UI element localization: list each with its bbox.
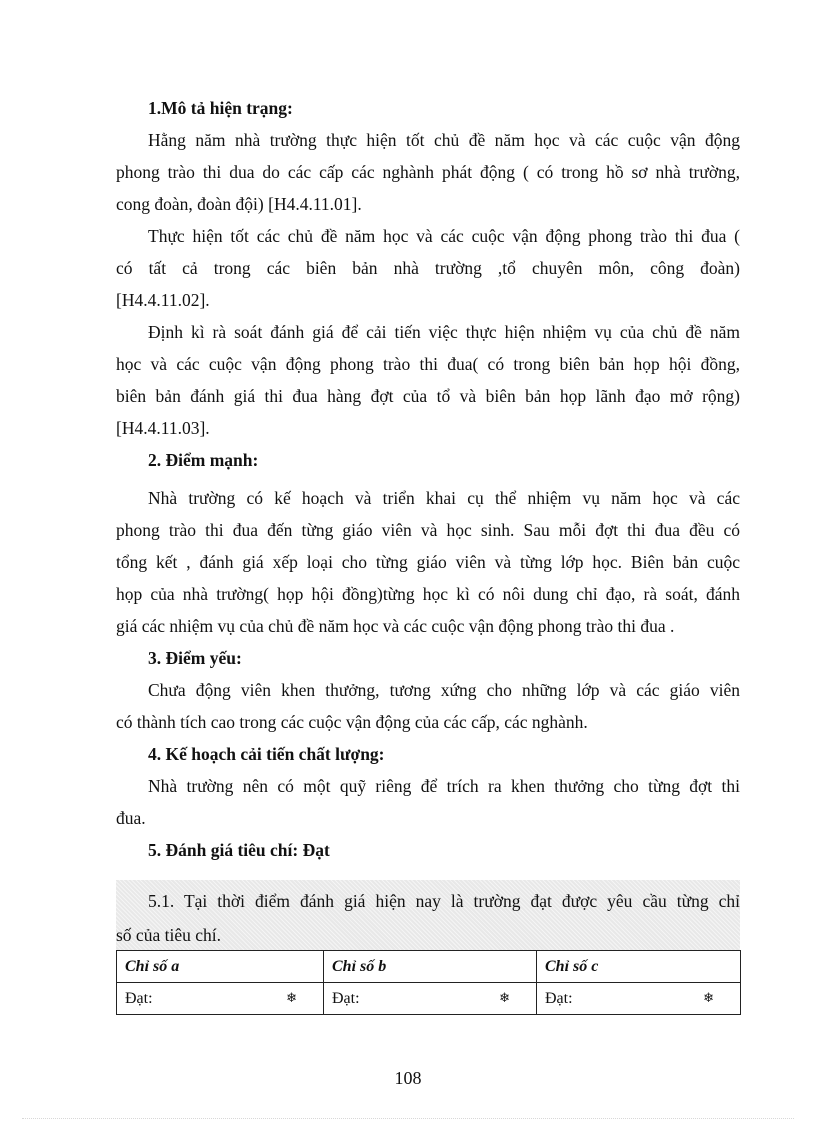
text-line: số của tiêu chí. (116, 925, 221, 945)
text-line: có thành tích cao trong các cuộc vận động của các cấp, các nghành. (116, 712, 588, 732)
text-line: Thực hiện tốt các chủ đề năm học và các cuộc vận động phong trào thi đua ( (148, 226, 740, 246)
text-line: [H4.4.11.03]. (116, 418, 210, 438)
text-line: đua. (116, 808, 146, 828)
text-line: tổng kết , đánh giá xếp loại cho từng giáo viên và từng lớp học. Biên bản cuộc (116, 552, 740, 572)
section-heading-improvement-plan: 4. Kế hoạch cải tiến chất lượng: (148, 744, 385, 764)
text-line: phong trào thi dua do các cấp các nghành phát động ( có trong hồ sơ nhà trường, (116, 162, 740, 182)
paragraph-current-state-1 (116, 124, 740, 220)
text-line: biên bản đánh giá thi đua hàng đợt của tổ và biên bản họp lãnh đạo mở rộng) (116, 386, 740, 406)
section-heading-strengths: 2. Điểm mạnh: (148, 450, 259, 470)
table-header-cell: Chỉ số a (117, 951, 324, 983)
text-line: Chưa động viên khen thưởng, tương xứng cho những lớp và các giáo viên (148, 680, 740, 700)
cell-value: Đạt: (332, 989, 360, 1007)
evaluation-text (116, 884, 740, 952)
content-body (116, 92, 740, 866)
table-header-cell: Chỉ số c (537, 951, 741, 983)
paragraph-weaknesses (116, 674, 740, 738)
table-cell (117, 983, 324, 1015)
section-heading-current-state: 1.Mô tả hiện trạng: (148, 98, 293, 118)
cell-value: Đạt: (125, 989, 153, 1007)
table-header-row (117, 951, 741, 983)
text-line: học và các cuộc vận động phong trào thi đua( có trong biên bản họp hội đồng, (116, 354, 740, 374)
text-line: [H4.4.11.02]. (116, 290, 210, 310)
paragraph-improvement-plan (116, 770, 740, 834)
paragraph-strengths (116, 482, 740, 642)
text-line: Nhà trường có kế hoạch và triển khai cụ thể nhiệm vụ năm học và các (148, 488, 740, 508)
cell-value: Đạt: (545, 989, 573, 1007)
text-line: Định kì rà soát đánh giá để cải tiến việc thực hiện nhiệm vụ của chủ đề năm (148, 322, 740, 342)
snowflake-icon: ❄ (703, 991, 714, 1006)
paragraph-current-state-2 (116, 220, 740, 316)
text-line: Hằng năm nhà trường thực hiện tốt chủ đề năm học và các cuộc vận động (148, 130, 740, 150)
page-number: 108 (394, 1068, 422, 1088)
section-heading-weaknesses: 3. Điểm yếu: (148, 648, 242, 668)
text-line: phong trào thi đua đến từng giáo viên và học sinh. Sau mỗi đợt thi đua đều có (116, 520, 740, 540)
snowflake-icon: ❄ (499, 991, 510, 1006)
snowflake-icon: ❄ (286, 991, 297, 1006)
table-row (117, 983, 741, 1015)
table-header-cell: Chỉ số b (324, 951, 537, 983)
section-heading-evaluation: 5. Đánh giá tiêu chí: Đạt (148, 840, 330, 860)
paragraph-current-state-3 (116, 316, 740, 444)
text-line: giá các nhiệm vụ của chủ đề năm học và các cuộc vận động phong trào thi đua . (116, 616, 675, 636)
text-line: họp của nhà trường( họp hội đồng)từng học kì có nôi dung chỉ đạo, rà soát, đánh (116, 584, 740, 604)
text-line: có tất cả trong các biên bản nhà trường ,tổ chuyên môn, công đoàn) (116, 258, 740, 278)
page-bottom-divider (22, 1118, 794, 1119)
text-line: Nhà trường nên có một quỹ riêng để trích ra khen thưởng cho từng đợt thi (148, 776, 740, 796)
text-line: cong đoàn, đoàn đội) [H4.4.11.01]. (116, 194, 362, 214)
criteria-table (116, 950, 741, 1015)
text-line: 5.1. Tại thời điểm đánh giá hiện nay là trường đạt được yêu cầu từng chỉ (148, 891, 740, 911)
table-cell (537, 983, 741, 1015)
table-cell (324, 983, 537, 1015)
